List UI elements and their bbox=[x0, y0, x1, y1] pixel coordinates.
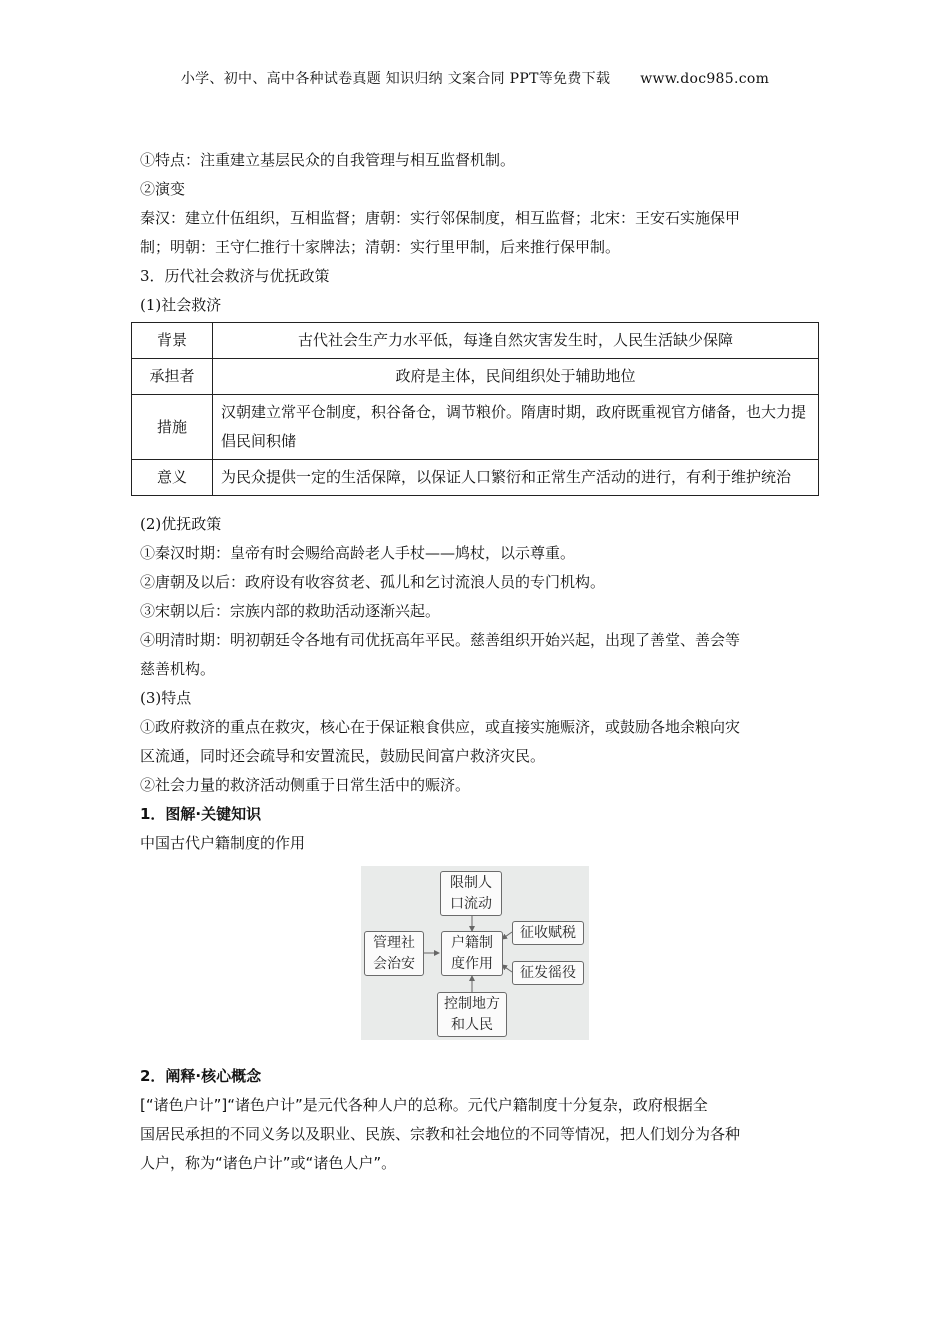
evolution-line: 秦汉：建立什伍组织，互相监督；唐朝：实行邻保制度，相互监督；北宋：王安石实施保甲 bbox=[140, 209, 741, 227]
arrow-right-bottom bbox=[502, 965, 512, 972]
concept-line: [“诸色户计”]“诸色户计”是元代各种人户的总称。元代户籍制度十分复杂，政府根据全 bbox=[140, 1096, 708, 1114]
table-row bbox=[132, 395, 819, 460]
diagram-node-right-top: 征收赋税 bbox=[512, 921, 584, 945]
table-key: 背景 bbox=[132, 323, 213, 359]
table-key: 意义 bbox=[132, 460, 213, 496]
diagram-node-right-bottom: 征发徭役 bbox=[512, 961, 584, 985]
diagram-node-left: 管理社 会治安 bbox=[364, 931, 424, 976]
concept-section bbox=[140, 1062, 820, 1178]
evolution-line: 制；明朝：王守仁推行十家牌法；清朝：实行里甲制，后来推行保甲制。 bbox=[140, 238, 621, 256]
page-header bbox=[0, 68, 950, 88]
table-value: 汉朝建立常平仓制度，积谷备仓，调节粮价。隋唐时期，政府既重视官方储备，也大力提倡民间积储 bbox=[213, 395, 819, 460]
preferential-item: ④明清时期：明初朝廷令各地有司优抚高年平民。慈善组织开始兴起，出现了善堂、善会等 bbox=[140, 631, 741, 649]
relief-title: (1)社会救济 bbox=[140, 296, 222, 314]
table-value: 政府是主体，民间组织处于辅助地位 bbox=[213, 359, 819, 395]
section-3-title: 3．历代社会救济与优抚政策 bbox=[140, 267, 330, 285]
graphic-subtitle: 中国古代户籍制度的作用 bbox=[140, 834, 306, 852]
evolution-title: ②演变 bbox=[140, 180, 186, 198]
features-item: ②社会力量的救济活动侧重于日常生活中的赈济。 bbox=[140, 776, 471, 794]
diagram-node-top: 限制人 口流动 bbox=[440, 871, 502, 916]
feature-line: ①特点：注重建立基层民众的自我管理与相互监督机制。 bbox=[140, 151, 516, 169]
concept-line: 国居民承担的不同义务以及职业、民族、宗教和社会地位的不同等情况，把人们划分为各种 bbox=[140, 1125, 741, 1143]
preferential-item: ②唐朝及以后：政府设有收容贫老、孤儿和乞讨流浪人员的专门机构。 bbox=[140, 573, 606, 591]
preferential-item: ①秦汉时期：皇帝有时会赐给高龄老人手杖——鸠杖，以示尊重。 bbox=[140, 544, 576, 562]
household-registration-diagram bbox=[361, 866, 589, 1040]
preferential-title: (2)优抚政策 bbox=[140, 515, 222, 533]
header-text: 小学、初中、高中各种试卷真题 知识归纳 文案合同 PPT等免费下载 bbox=[180, 71, 611, 87]
table-value: 古代社会生产力水平低，每逢自然灾害发生时，人民生活缺少保障 bbox=[213, 323, 819, 359]
concept-title: 2．阐释·核心概念 bbox=[140, 1067, 262, 1085]
preferential-item: ③宋朝以后：宗族内部的救助活动逐渐兴起。 bbox=[140, 602, 441, 620]
document-body bbox=[140, 146, 820, 1178]
table-key: 措施 bbox=[132, 395, 213, 460]
features-item: ①政府救济的重点在救灾，核心在于保证粮食供应，或直接实施赈济，或鼓励各地余粮向灾 bbox=[140, 718, 741, 736]
table-row bbox=[132, 323, 819, 359]
table-row bbox=[132, 359, 819, 395]
graphic-title: 1．图解·关键知识 bbox=[140, 805, 262, 823]
table-key: 承担者 bbox=[132, 359, 213, 395]
table-value: 为民众提供一定的生活保障，以保证人口繁衍和正常生产活动的进行，有利于维护统治 bbox=[213, 460, 819, 496]
diagram-node-center: 户籍制 度作用 bbox=[441, 931, 503, 976]
concept-line: 人户，称为“诸色户计”或“诸色人户”。 bbox=[140, 1154, 397, 1172]
features-title: (3)特点 bbox=[140, 689, 192, 707]
arrow-right-top bbox=[502, 932, 512, 939]
diagram-node-bottom: 控制地方 和人民 bbox=[437, 992, 507, 1037]
preferential-item: 慈善机构。 bbox=[140, 660, 216, 678]
features-item: 区流通，同时还会疏导和安置流民，鼓励民间富户救济灾民。 bbox=[140, 747, 546, 765]
table-row bbox=[132, 460, 819, 496]
header-url[interactable]: www.doc985.com bbox=[640, 71, 770, 87]
relief-table bbox=[131, 322, 819, 496]
